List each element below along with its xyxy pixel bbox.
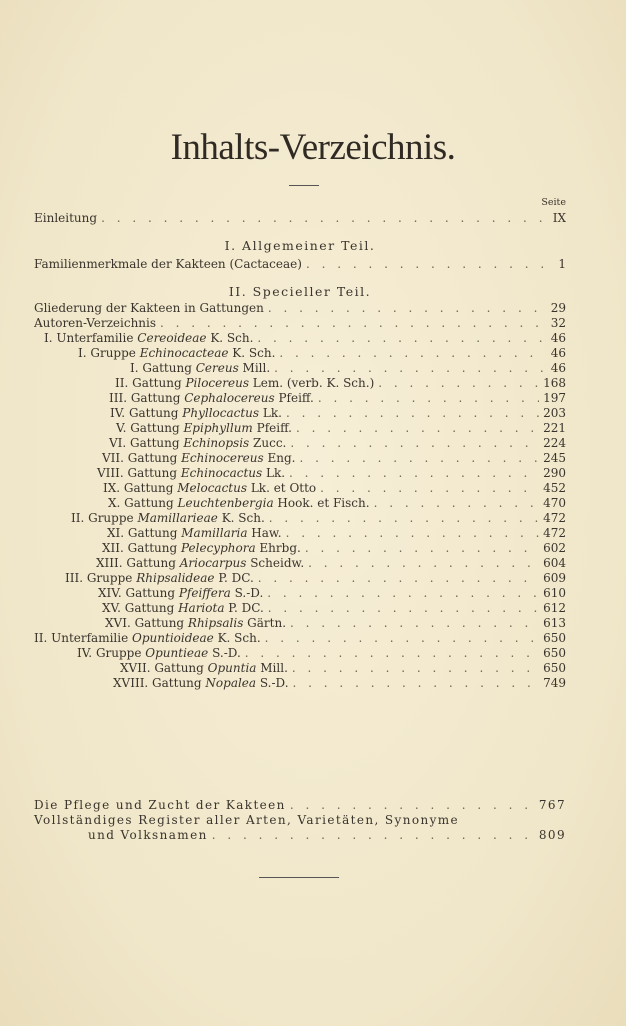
toc-entry: II. Unterfamilie Opuntioideae K. Sch. . . . 650 bbox=[34, 631, 566, 646]
toc-entry: XVI. Gattung Rhipsalis Gärtn. . . . 613 bbox=[34, 616, 566, 631]
toc-entry: Gliederung der Kakteen in Gattungen . . . 29 bbox=[34, 301, 566, 316]
toc-entry: V. Gattung Epiphyllum Pfeiff. . . . 221 bbox=[34, 421, 566, 436]
toc-entry: XIII. Gattung Ariocarpus Scheidw. . . . 604 bbox=[34, 556, 566, 571]
toc-entry: IV. Gruppe Opuntieae S.-D. . . . 650 bbox=[34, 646, 566, 661]
toc-entry: X. Gattung Leuchtenbergia Hook. et Fisch. . . . 470 bbox=[34, 496, 566, 511]
bottom-divider bbox=[259, 877, 339, 878]
toc-entry: III. Gattung Cephalocereus Pfeiff. . . . 197 bbox=[34, 391, 566, 406]
toc-entry: IX. Gattung Melocactus Lk. et Otto . . . 452 bbox=[34, 481, 566, 496]
toc-entry: Die Pflege und Zucht der Kakteen . . . 767 bbox=[34, 798, 566, 813]
toc-entry: und Volksnamen . . . 809 bbox=[34, 828, 566, 843]
toc-entry: II. Gattung Pilocereus Lem. (verb. K. Sch.) . . . 168 bbox=[34, 376, 566, 391]
toc-entry: XIV. Gattung Pfeiffera S.-D. . . . 610 bbox=[34, 586, 566, 601]
toc-entry: Vollständiges Register aller Arten, Varietäten, Synonyme bbox=[34, 813, 460, 827]
toc-entry: IV. Gattung Phyllocactus Lk. . . . 203 bbox=[34, 406, 566, 421]
toc-entry: VIII. Gattung Echinocactus Lk. . . . 290 bbox=[34, 466, 566, 481]
page-column-header: Seite bbox=[541, 197, 566, 208]
toc-entry: I. Gattung Cereus Mill. . . . 46 bbox=[34, 361, 566, 376]
toc-entry: Autoren-Verzeichnis . . . 32 bbox=[34, 316, 566, 331]
toc-entry: I. Unterfamilie Cereoideae K. Sch. . . . 46 bbox=[34, 331, 566, 346]
page-title: Inhalts-Verzeichnis. bbox=[170, 127, 456, 168]
toc-entry: Einleitung . . . IX bbox=[34, 211, 566, 226]
toc-entry: III. Gruppe Rhipsalideae P. DC. . . . 609 bbox=[34, 571, 566, 586]
title-divider bbox=[289, 185, 319, 186]
toc-entry: VII. Gattung Echinocereus Eng. . . . 245 bbox=[34, 451, 566, 466]
toc-entry: I. Gruppe Echinocacteae K. Sch. . . . 46 bbox=[34, 346, 566, 361]
toc-entry: Familienmerkmale der Kakteen (Cactaceae) . . . 1 bbox=[34, 257, 566, 272]
toc-entry: II. Gruppe Mamillarieae K. Sch. . . . 472 bbox=[34, 511, 566, 526]
toc-entry: XVII. Gattung Opuntia Mill. . . . 650 bbox=[34, 661, 566, 676]
section-heading: I. Allgemeiner Teil. bbox=[224, 238, 376, 253]
toc-entry: VI. Gattung Echinopsis Zucc. . . . 224 bbox=[34, 436, 566, 451]
toc-entry: XVIII. Gattung Nopalea S.-D. . . . 749 bbox=[34, 676, 566, 691]
toc-entry: XII. Gattung Pelecyphora Ehrbg. . . . 602 bbox=[34, 541, 566, 556]
toc-entry: XI. Gattung Mamillaria Haw. . . . 472 bbox=[34, 526, 566, 541]
toc-entry: XV. Gattung Hariota P. DC. . . . 612 bbox=[34, 601, 566, 616]
section-heading: II. Specieller Teil. bbox=[228, 284, 372, 299]
